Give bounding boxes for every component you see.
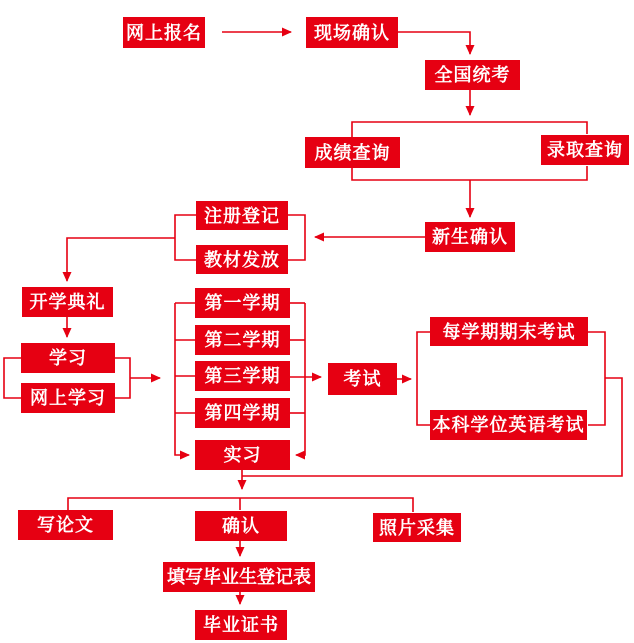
node-onsite-confirmation: 现场确认 (306, 17, 398, 48)
arrow-confirm-to-exam (398, 32, 470, 54)
node-exam: 考试 (328, 363, 397, 395)
bracket-sem-right (296, 303, 305, 455)
node-new-student-confirmation: 新生确认 (425, 222, 515, 252)
node-semester-2: 第二学期 (195, 325, 290, 355)
node-graduation-certificate: 毕业证书 (195, 610, 287, 640)
bracket-tests-left (417, 332, 430, 425)
node-online-signup: 网上报名 (123, 17, 205, 48)
node-opening-ceremony: 开学典礼 (22, 287, 113, 317)
node-write-thesis: 写论文 (18, 510, 113, 540)
node-photo-collection: 照片采集 (373, 513, 461, 542)
node-score-inquiry: 成绩查询 (305, 137, 400, 168)
node-semester-3: 第三学期 (195, 361, 290, 391)
node-study: 学习 (21, 343, 115, 373)
bracket-inquiry-bottom (352, 166, 587, 180)
bracket-study-left (4, 358, 21, 398)
node-registration: 注册登记 (196, 201, 288, 230)
node-confirmation: 确认 (195, 511, 287, 541)
node-national-exam: 全国统考 (425, 60, 520, 90)
node-semester-4: 第四学期 (195, 398, 290, 428)
node-admission-inquiry: 录取查询 (541, 135, 629, 165)
bracket-sem-left (175, 303, 189, 455)
node-internship: 实习 (195, 440, 290, 470)
node-degree-english-exam: 本科学位英语考试 (430, 410, 587, 440)
bracket-reg-left (175, 215, 196, 260)
arrow-to-ceremony (67, 238, 175, 281)
node-semester-1: 第一学期 (195, 288, 290, 318)
bracket-tests-right (588, 332, 605, 425)
node-final-exam-each-semester: 每学期期末考试 (430, 317, 588, 346)
bracket-study-right (115, 358, 130, 398)
bracket-reg-right (288, 215, 305, 260)
node-online-study: 网上学习 (21, 383, 115, 413)
node-graduate-registration-form: 填写毕业生登记表 (163, 562, 315, 592)
node-textbook-distribution: 教材发放 (196, 245, 288, 274)
